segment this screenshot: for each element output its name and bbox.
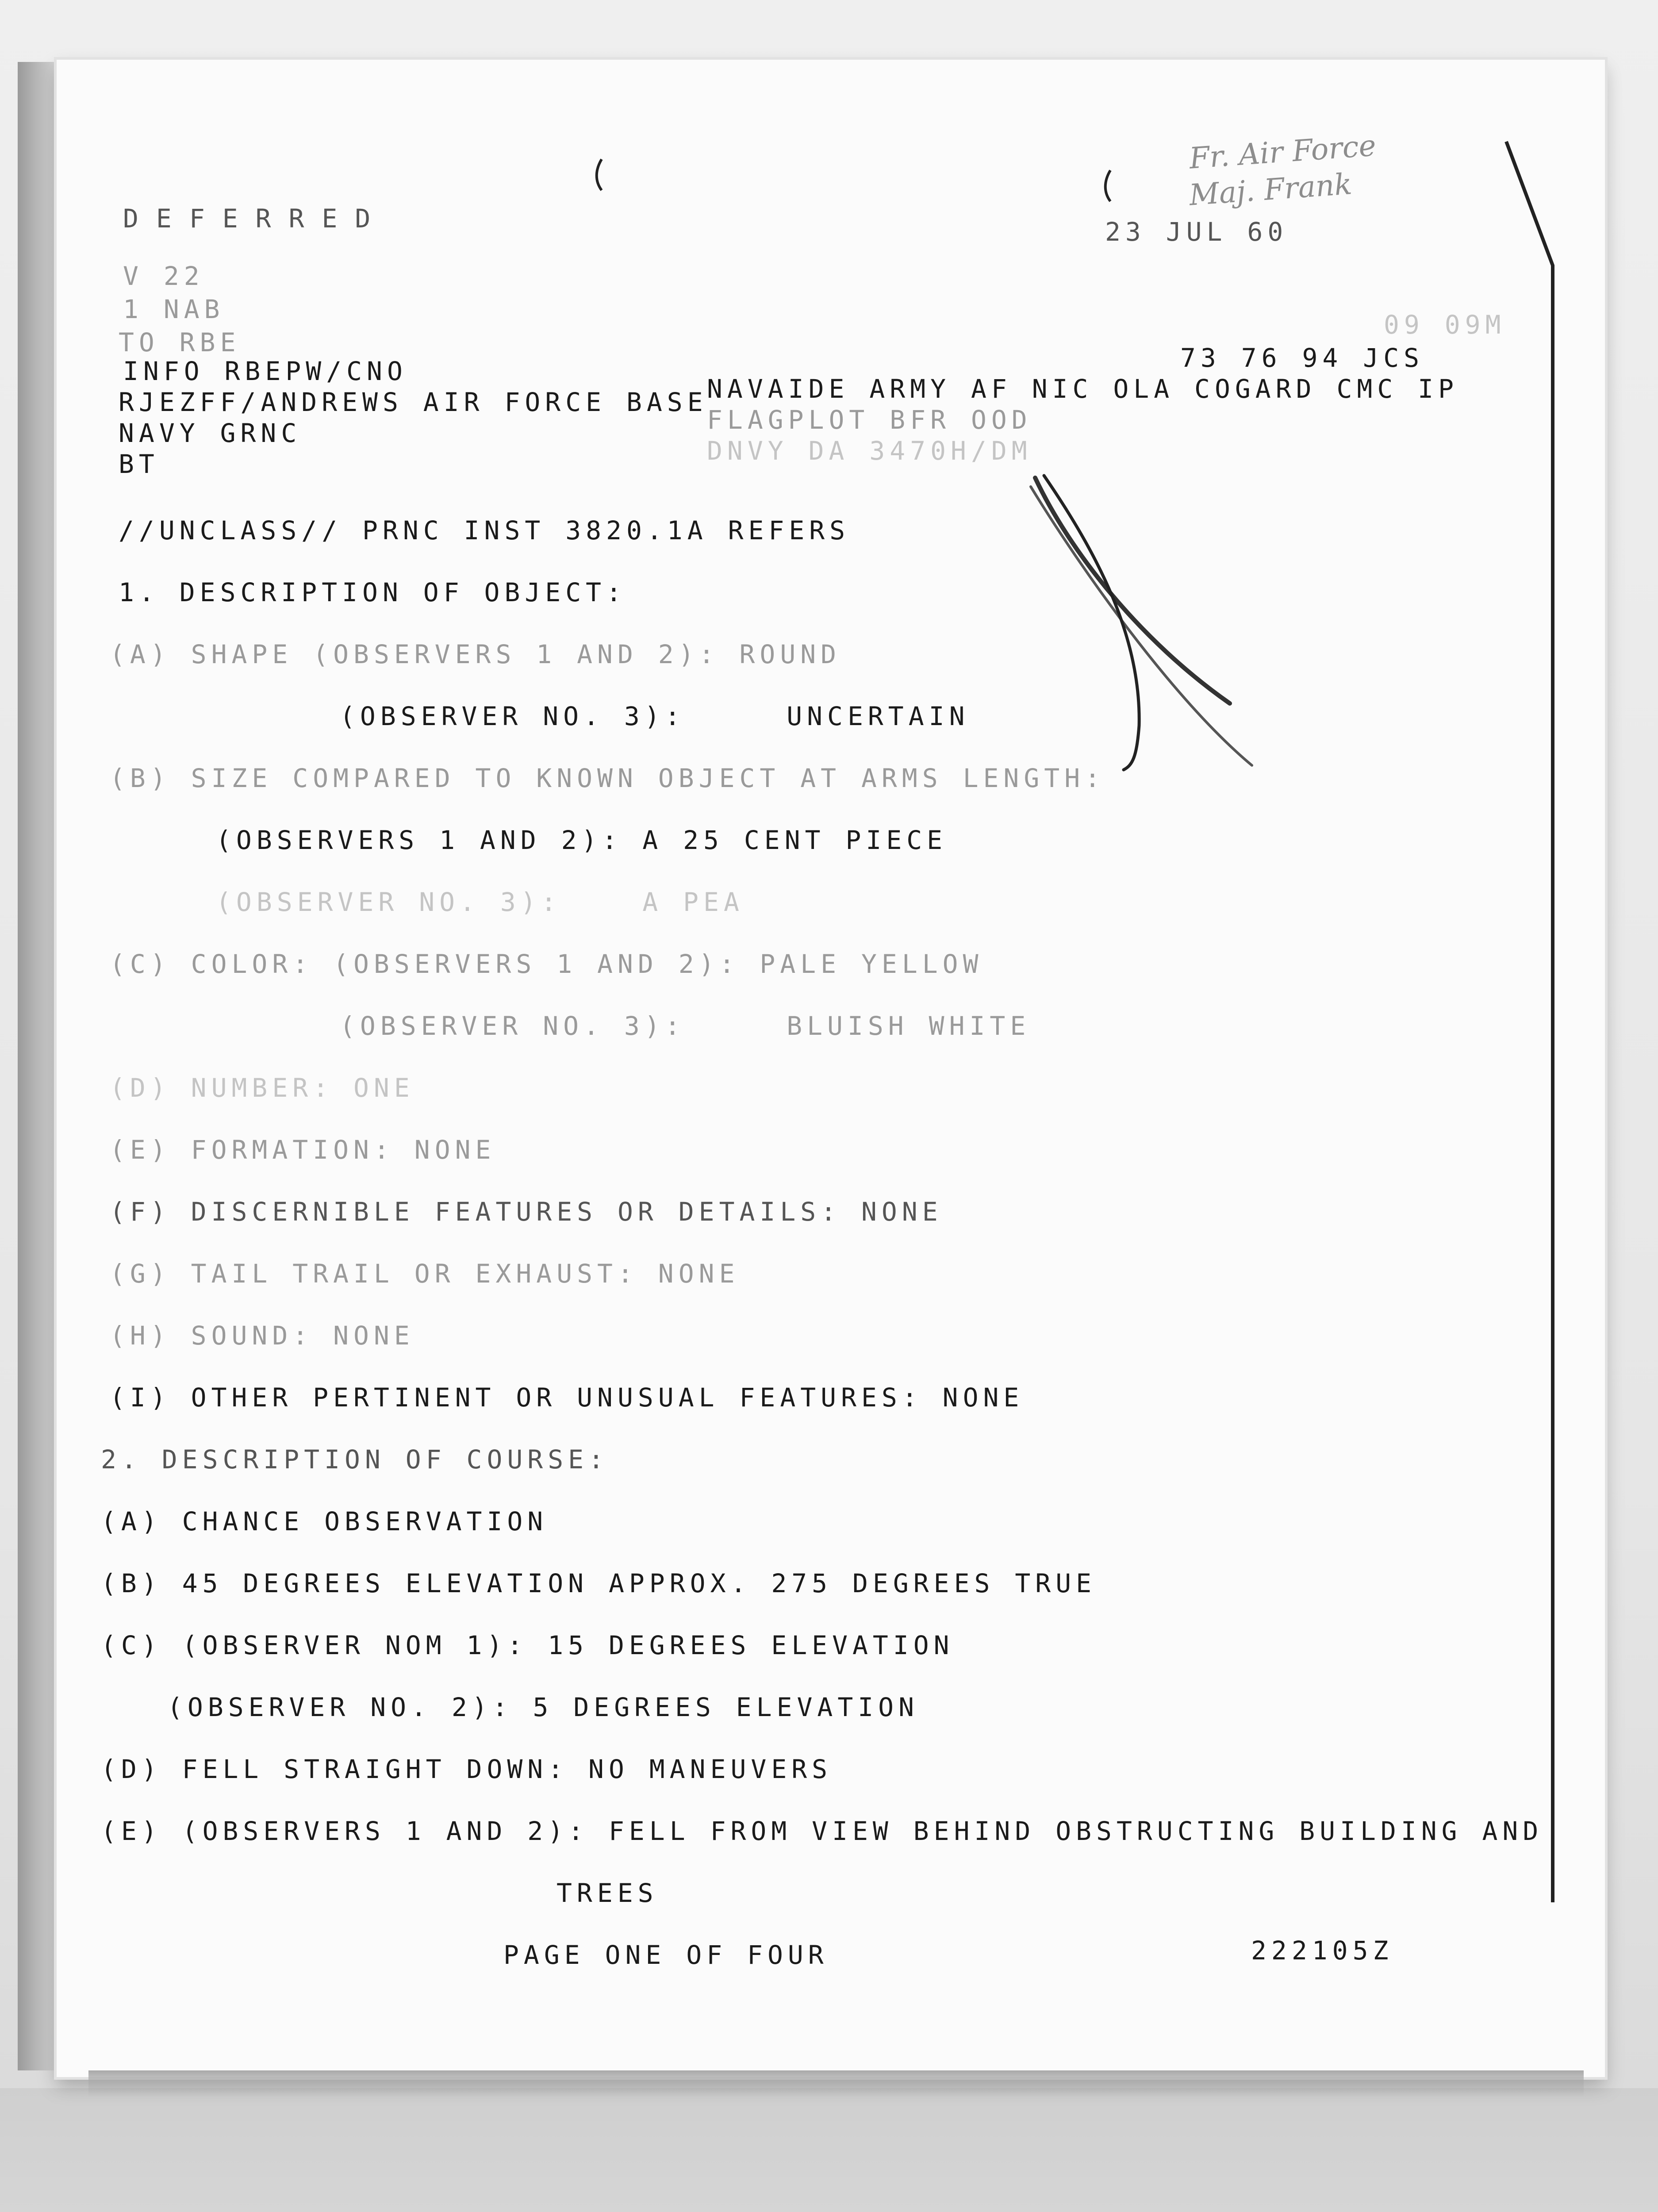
item-2e-line-1: (E) (OBSERVERS 1 AND 2): FELL FROM VIEW BEHIND OBSTRUCTING BUILDING AND — [101, 1816, 1543, 1846]
routing-line-2: 1 NAB — [123, 294, 225, 324]
item-2c-line-2: (OBSERVER NO. 2): 5 DEGREES ELEVATION — [167, 1692, 919, 1722]
top-paren-mark — [597, 159, 602, 190]
rjezff-line: RJEZFF/ANDREWS AIR FORCE BASE — [119, 387, 708, 417]
item-2e-line-2: TREES — [557, 1878, 658, 1908]
handwritten-note-2: Maj. Frank — [1188, 167, 1353, 212]
info-line: INFO RBEPW/CNO — [123, 356, 407, 386]
distribution-line-2: 73 76 94 JCS — [1180, 343, 1424, 373]
item-2d: (D) FELL STRAIGHT DOWN: NO MANEUVERS — [101, 1754, 833, 1784]
date-stamp: 23 JUL 60 — [1105, 217, 1288, 247]
page-label: PAGE ONE OF FOUR — [503, 1940, 829, 1970]
top-right-paren-mark — [1105, 170, 1110, 201]
item-1b-line-1: (B) SIZE COMPARED TO KNOWN OBJECT AT ARMS LENGTH: — [110, 763, 1105, 793]
item-1a-line-2: (OBSERVER NO. 3): UNCERTAIN — [340, 701, 970, 731]
item-1b-line-3: (OBSERVER NO. 3): A PEA — [216, 887, 744, 917]
item-1f: (F) DISCERNIBLE FEATURES OR DETAILS: NONE — [110, 1197, 943, 1227]
item-1d: (D) NUMBER: ONE — [110, 1073, 414, 1103]
item-1c-line-2: (OBSERVER NO. 3): BLUISH WHITE — [340, 1011, 1031, 1041]
handwritten-note-1: Fr. Air Force — [1188, 128, 1378, 176]
item-1b-line-2: (OBSERVERS 1 AND 2): A 25 CENT PIECE — [216, 825, 948, 855]
item-2c-line-1: (C) (OBSERVER NOM 1): 15 DEGREES ELEVATION — [101, 1630, 954, 1660]
item-1g: (G) TAIL TRAIL OR EXHAUST: NONE — [110, 1259, 740, 1289]
bt-line: BT — [119, 449, 159, 479]
pen-slash-1 — [1035, 478, 1230, 703]
distribution-line-3: NAVAIDE ARMY AF NIC OLA COGARD CMC IP — [707, 374, 1459, 404]
item-1a-line-1: (A) SHAPE (OBSERVERS 1 AND 2): ROUND — [110, 639, 841, 669]
item-2a: (A) CHANCE OBSERVATION — [101, 1506, 548, 1536]
routing-line-1: V 22 — [123, 261, 204, 291]
distribution-line-1: 09 09M — [1384, 310, 1506, 340]
routing-line-3: TO RBE — [119, 327, 241, 357]
navy-line: NAVY GRNC — [119, 418, 302, 448]
section-2-heading: 2. DESCRIPTION OF COURSE: — [101, 1444, 609, 1475]
item-1h: (H) SOUND: NONE — [110, 1321, 414, 1351]
right-margin-bracket — [1506, 142, 1553, 1902]
subject-line: //UNCLASS// PRNC INST 3820.1A REFERS — [119, 515, 850, 545]
date-time-group: 222105Z — [1251, 1936, 1393, 1966]
distribution-line-5: DNVY DA 3470H/DM — [707, 436, 1032, 466]
item-1e: (E) FORMATION: NONE — [110, 1135, 496, 1165]
item-1i: (I) OTHER PERTINENT OR UNUSUAL FEATURES: NONE — [110, 1382, 1024, 1413]
precedence: DEFERRED — [123, 204, 388, 234]
item-1c-line-1: (C) COLOR: (OBSERVERS 1 AND 2): PALE YELLOW — [110, 949, 983, 979]
distribution-line-4: FLAGPLOT BFR OOD — [707, 405, 1032, 435]
item-2b: (B) 45 DEGREES ELEVATION APPROX. 275 DEGREES TRUE — [101, 1568, 1097, 1598]
section-1-heading: 1. DESCRIPTION OF OBJECT: — [119, 577, 626, 607]
